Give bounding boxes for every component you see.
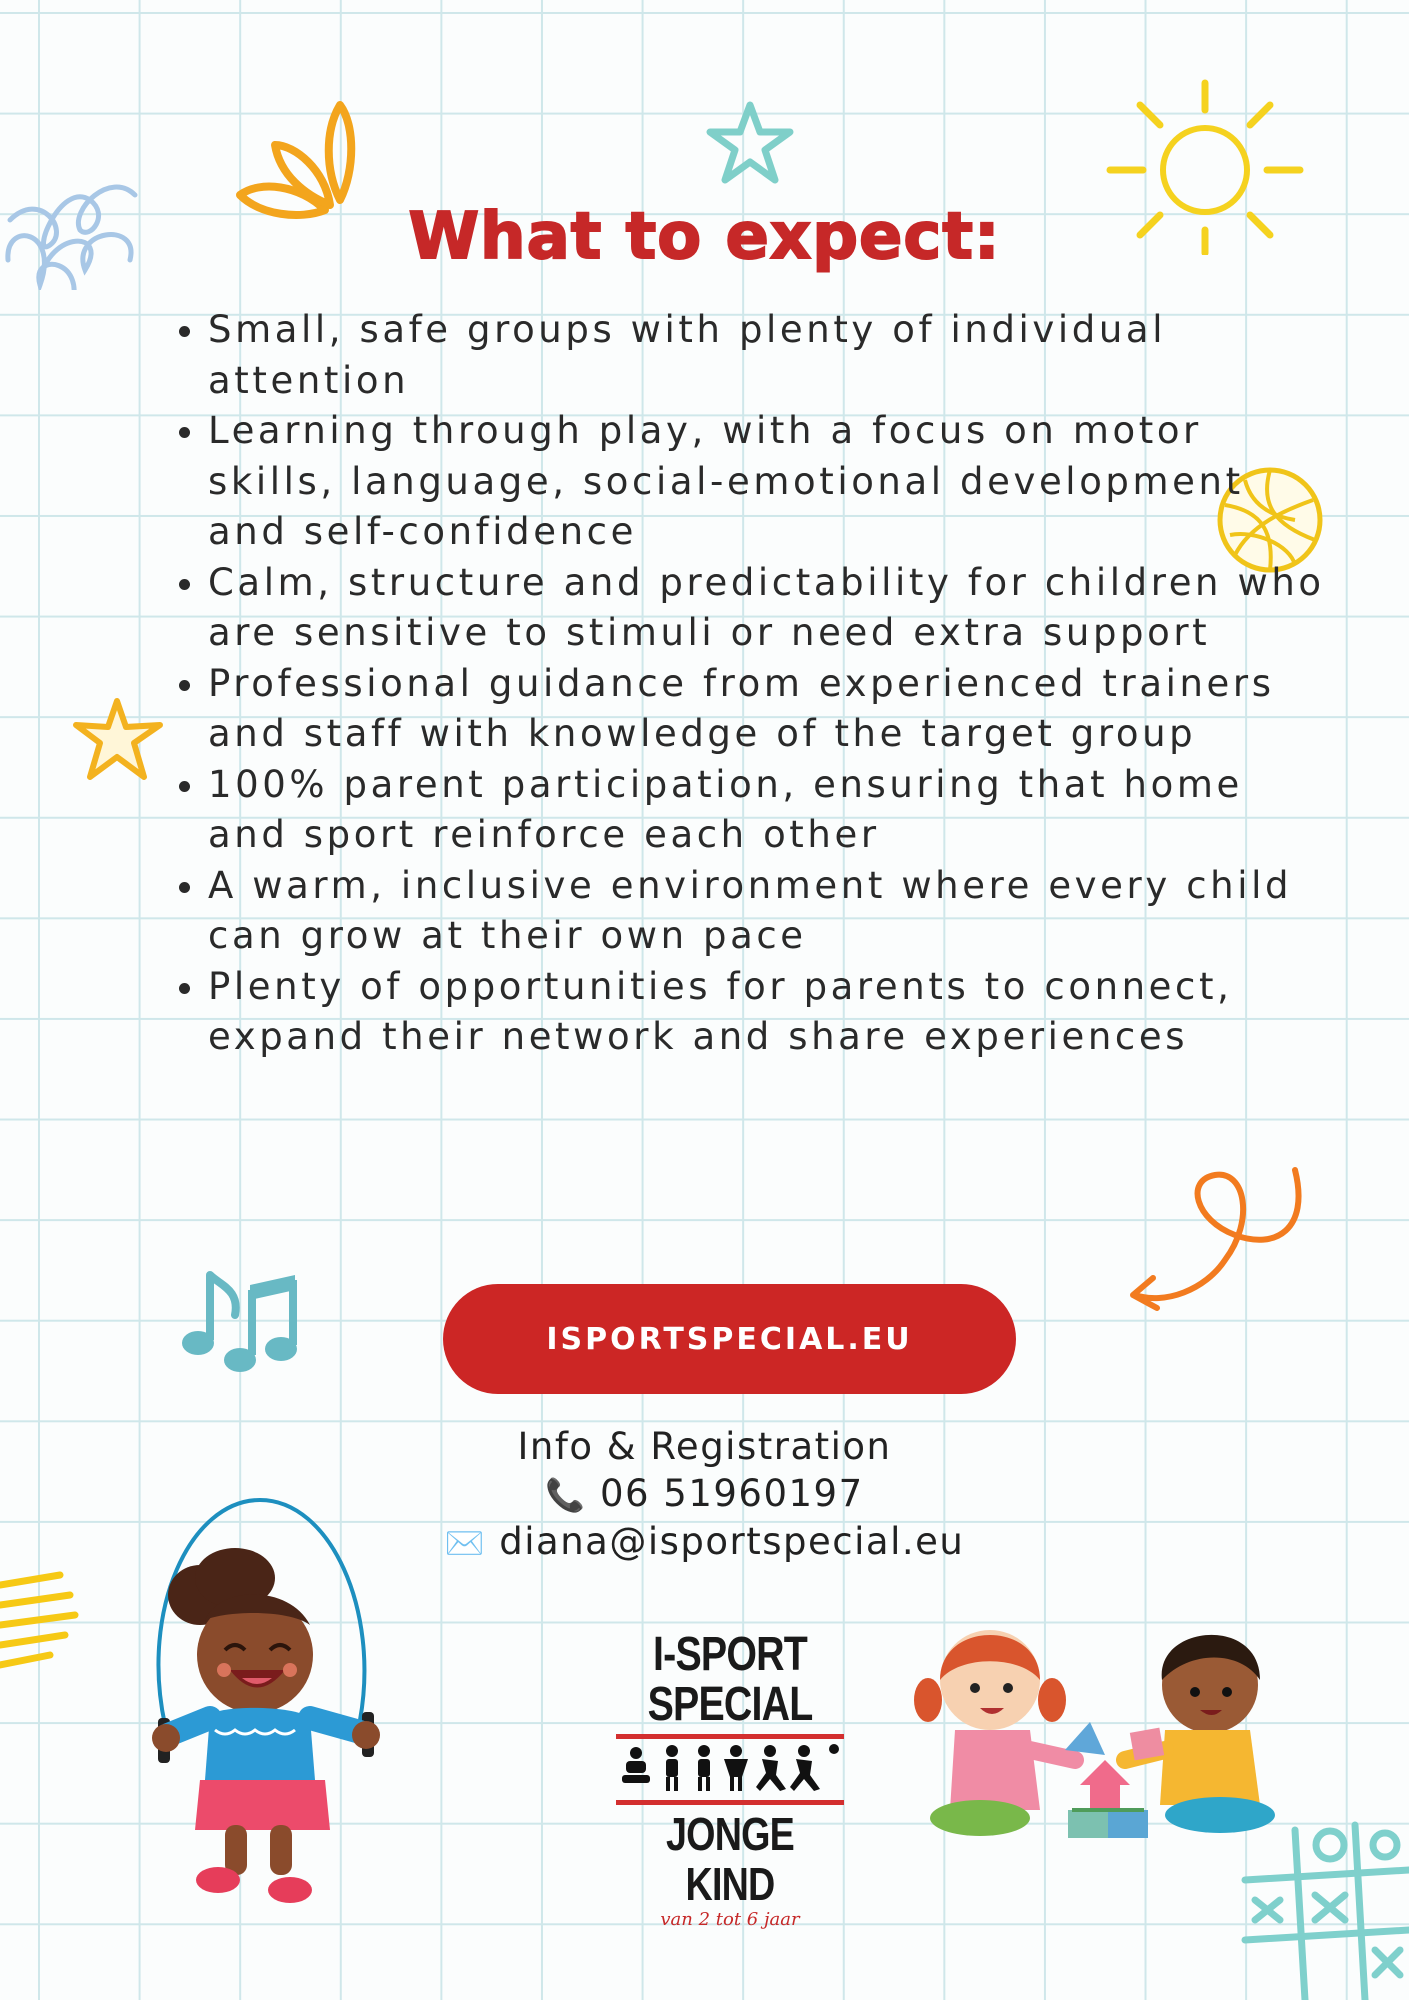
star-yellow-decoration [72,695,167,785]
phone-icon: 📞 [545,1476,587,1514]
page-title: What to expect: [408,200,1001,274]
email-icon: ✉️ [444,1524,487,1562]
logo-line-3: JONGE KIND [666,1808,794,1910]
athletes-icon [620,1743,840,1791]
loop-arrow-decoration [1125,1160,1310,1320]
phone-number[interactable]: 06 51960197 [599,1472,864,1515]
logo-tagline: van 2 tot 6 jaar [660,1909,800,1930]
yellow-scribble-decoration [0,1570,80,1680]
expectations-list [160,305,1328,1063]
music-notes-icon [180,1265,310,1380]
list-item: • Learning through play, with a focus on motor skills, language, social-emotional development and self-confidence [208,406,1328,558]
isport-special-logo [610,1628,850,1930]
list-item: • A warm, inclusive environment where every child can grow at their own pace [208,861,1328,962]
website-button[interactable] [443,1284,1016,1394]
list-item: • Professional guidance from experienced trainers and staff with knowledge of the target group [208,659,1328,760]
logo-line-2: SPECIAL [647,1678,813,1731]
star-teal-decoration [705,100,795,185]
list-item: • 100% parent participation, ensuring that home and sport reinforce each other [208,760,1328,861]
kids-playing-blocks-illustration [900,1610,1300,1850]
logo-divider-2 [616,1800,844,1805]
logo-divider [616,1734,844,1739]
list-item: • Plenty of opportunities for parents to connect, expand their network and share experiences [208,962,1328,1063]
logo-line-1: I-SPORT [653,1628,807,1681]
girl-jump-rope-illustration [130,1490,400,1910]
website-button-label: ISPORTSPECIAL.EU [546,1321,913,1357]
list-item: • Small, safe groups with plenty of individual attention [208,305,1328,406]
contact-heading: Info & Registration [517,1425,892,1468]
list-item: • Calm, structure and predictability for children who are sensitive to stimuli or need extra support [208,558,1328,659]
email-address[interactable]: diana@isportspecial.eu [499,1520,965,1563]
